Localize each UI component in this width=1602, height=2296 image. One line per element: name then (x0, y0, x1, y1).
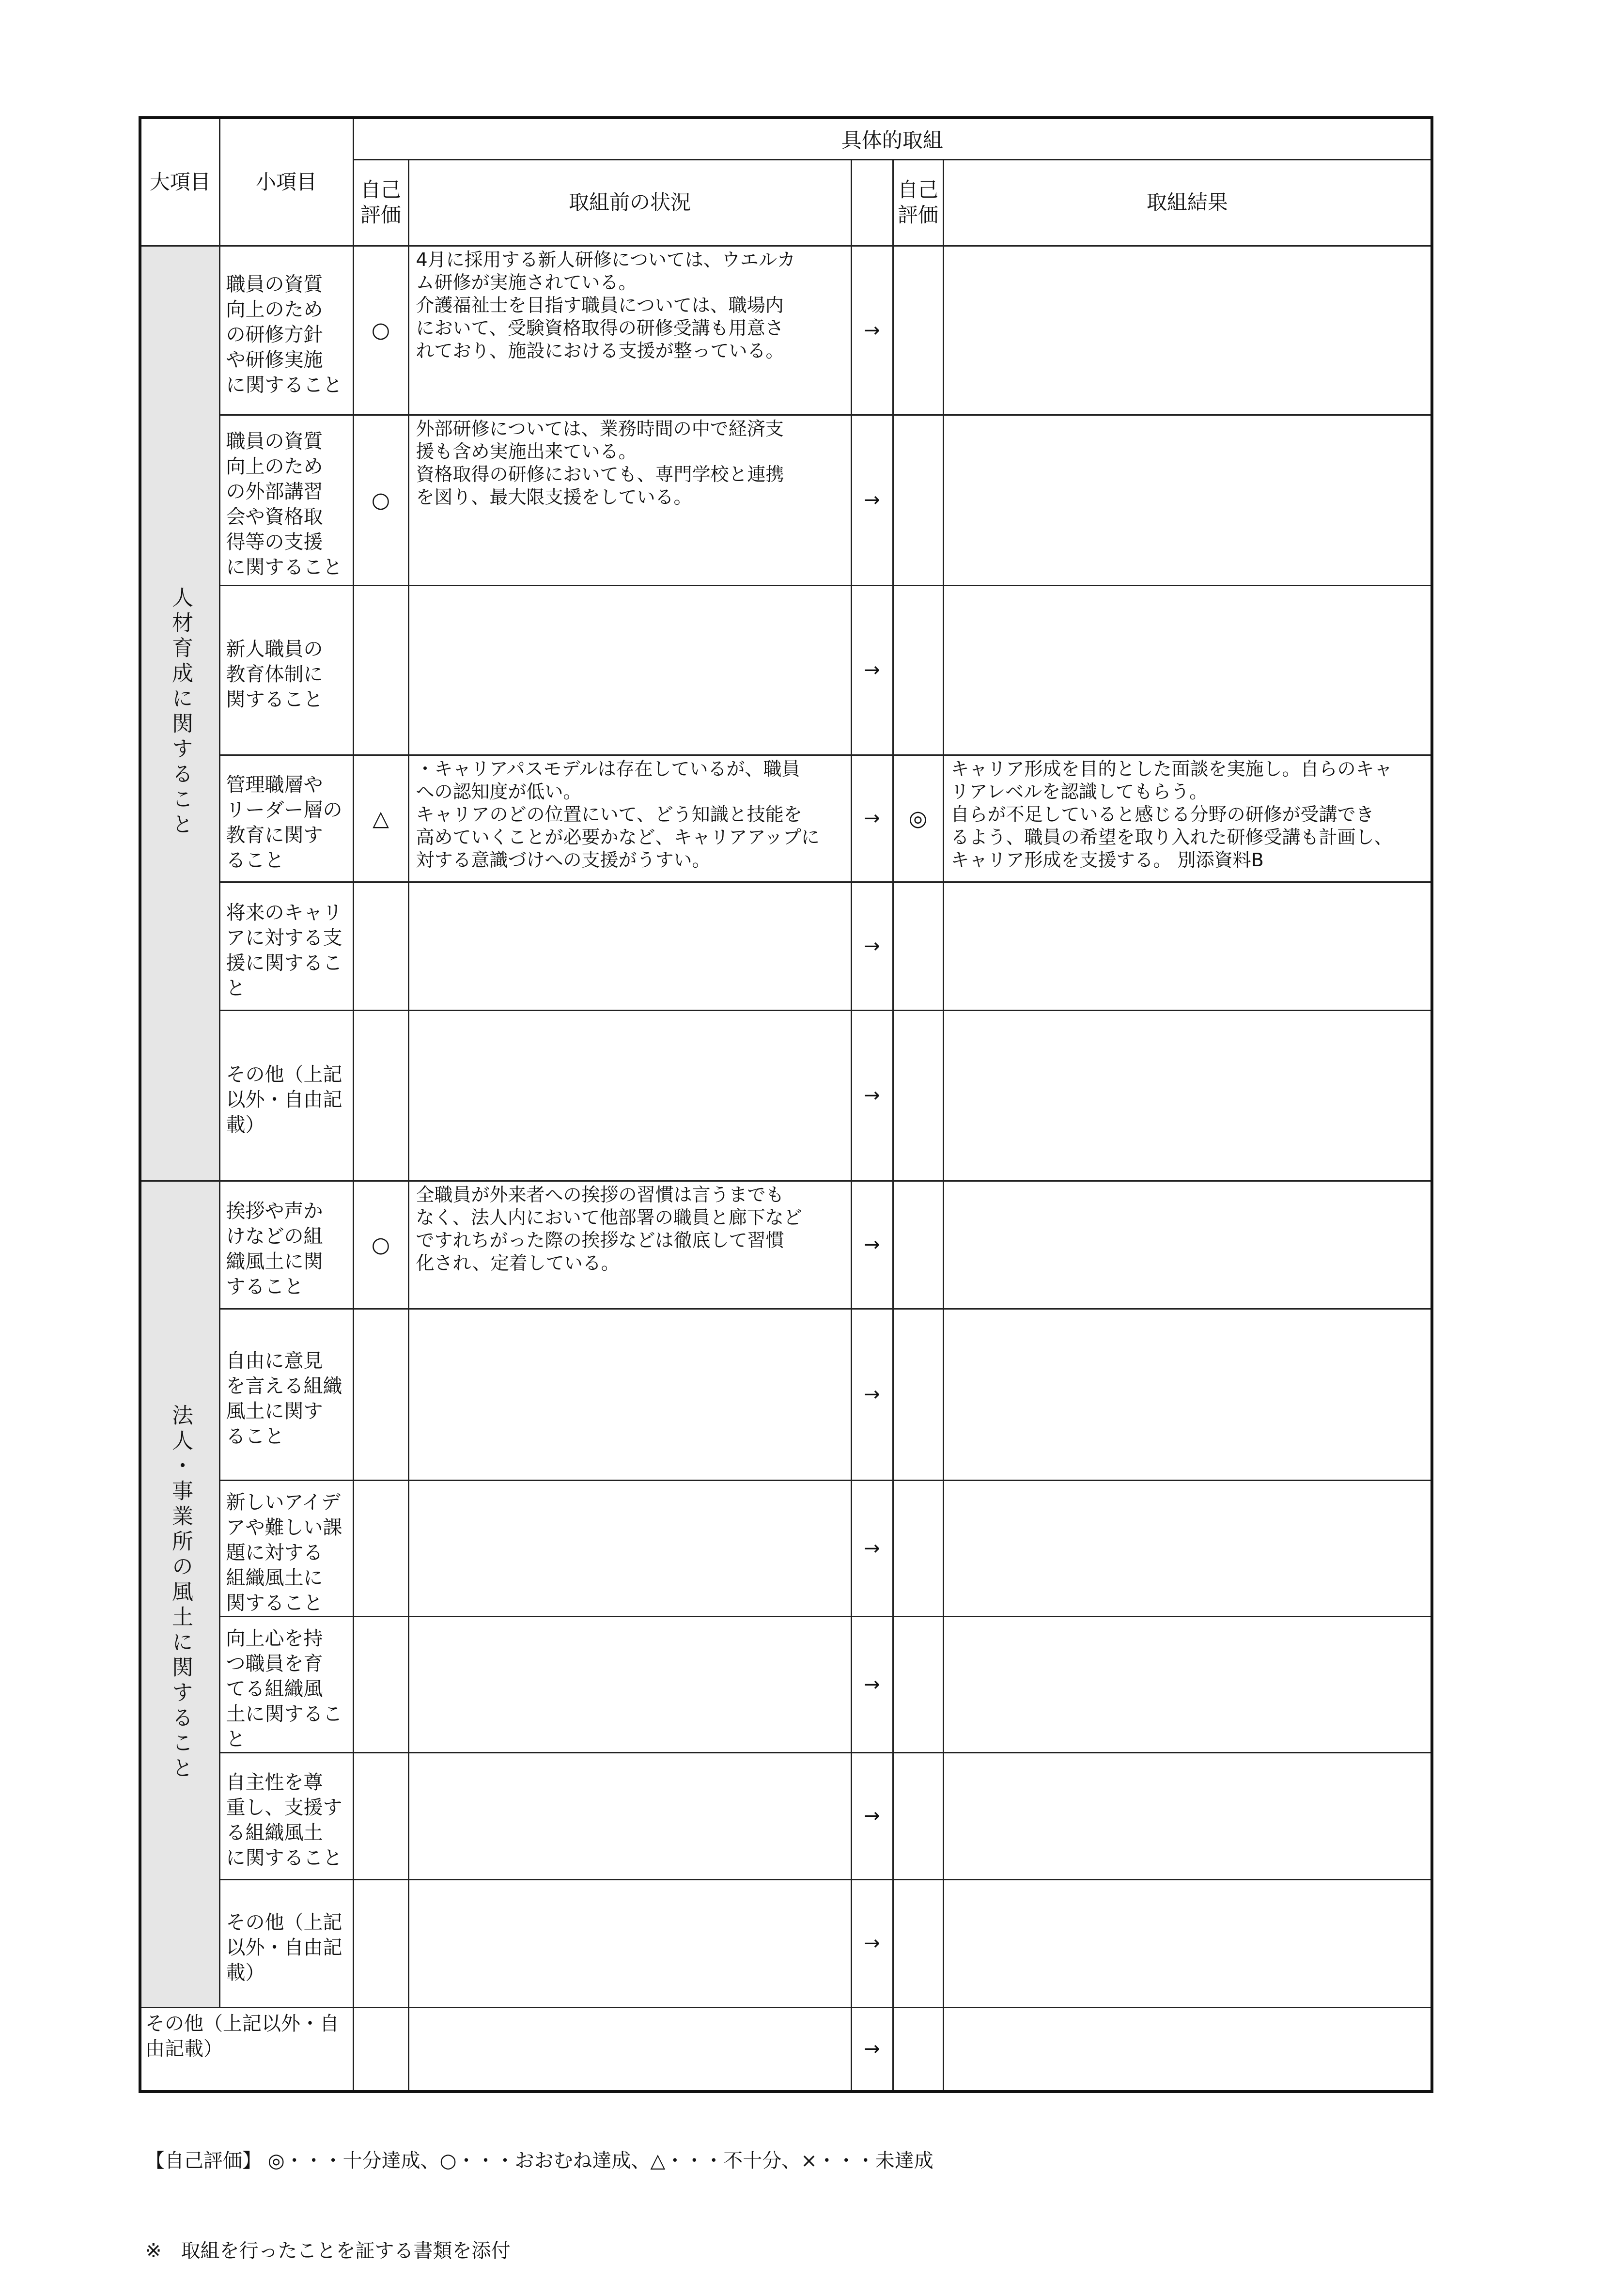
table-row (140, 882, 1432, 1010)
result-cell (943, 415, 1432, 585)
header-major: 大項目 (140, 118, 219, 246)
self-eval-cell: ○ (353, 415, 408, 585)
self-eval-cell (353, 1879, 408, 2007)
arrow-cell: → (851, 1616, 893, 1752)
sub-item: 管理職層や リーダー層の 教育に関す ること (219, 755, 353, 882)
before-cell (408, 1010, 851, 1181)
self-eval-cell (353, 1752, 408, 1879)
self-eval-2-cell (893, 1879, 943, 2007)
sub-item: 自主性を尊 重し、支援す る組織風土 に関すること (219, 1752, 353, 1879)
legend-line-1: 【自己評価】 ◎・・・十分達成、○・・・おおむね達成、△・・・不十分、×・・・未達成 (145, 2150, 933, 2172)
self-eval-cell (353, 2007, 408, 2092)
arrow-cell: → (851, 415, 893, 585)
sub-item: 挨拶や声か けなどの組 織風土に関 すること (219, 1181, 353, 1309)
category-jinzai (140, 246, 219, 1181)
sub-item: 職員の資質 向上のため の研修方針 や研修実施 に関すること (219, 246, 353, 415)
result-cell (943, 882, 1432, 1010)
header-self-eval-2: 自己 評価 (893, 159, 943, 246)
self-eval-2-cell (893, 1010, 943, 1181)
self-eval-2-cell (893, 415, 943, 585)
table-row (140, 1480, 1432, 1616)
before-cell (408, 585, 851, 755)
arrow-cell: → (851, 1879, 893, 2007)
arrow-cell: → (851, 246, 893, 415)
result-cell (943, 1616, 1432, 1752)
other-label: その他（上記以外・自 由記載） (140, 2007, 353, 2092)
sub-item: 職員の資質 向上のため の外部講習 会や資格取 得等の支援 に関すること (219, 415, 353, 585)
self-eval-cell (353, 1616, 408, 1752)
table-row (140, 1752, 1432, 1879)
table-row (140, 1879, 1432, 2007)
self-eval-2-cell (893, 1181, 943, 1309)
category-label: 法人・事業所の風土に関すること (168, 1404, 193, 1782)
self-eval-cell (353, 585, 408, 755)
legend-line-2: ※ 取組を行ったことを証する書類を添付 (145, 2240, 511, 2262)
arrow-cell: → (851, 585, 893, 755)
table-row (140, 755, 1432, 882)
header-group: 具体的取組 (353, 118, 1432, 159)
before-cell (408, 1616, 851, 1752)
evaluation-table (139, 116, 1433, 2093)
header-result: 取組結果 (943, 159, 1432, 246)
self-eval-2-cell (893, 1480, 943, 1616)
self-eval-cell (353, 1010, 408, 1181)
table-row (140, 1010, 1432, 1181)
before-cell: 外部研修については、業務時間の中で経済支 援も含め実施出来ている。 資格取得の研修においても、専門学校と連携 を図り、最大限支援をしている。 (408, 415, 851, 585)
before-cell: 4月に採用する新人研修については、ウエルカ ム研修が実施されている。 介護福祉士を目指す職員については、職場内 において、受験資格取得の研修受講も用意さ れており、施設における支援が整っている。 (408, 246, 851, 415)
self-eval-cell: △ (353, 755, 408, 882)
sub-item: 新人職員の 教育体制に 関すること (219, 585, 353, 755)
self-eval-cell: ○ (353, 246, 408, 415)
category-label: 人材育成に関すること (168, 586, 193, 838)
table-row (140, 415, 1432, 585)
result-cell (943, 1879, 1432, 2007)
self-eval-2-cell (893, 882, 943, 1010)
arrow-cell: → (851, 882, 893, 1010)
self-eval-2-cell (893, 1616, 943, 1752)
table-row (140, 1309, 1432, 1480)
sub-item: その他（上記 以外・自由記 載） (219, 1879, 353, 2007)
category-fudo (140, 1181, 219, 2007)
self-eval-cell (353, 1480, 408, 1616)
before-cell (408, 1879, 851, 2007)
before-cell (408, 1309, 851, 1480)
sub-item: 自由に意見 を言える組織 風土に関す ること (219, 1309, 353, 1480)
sub-item: 新しいアイデ アや難しい課 題に対する 組織風土に 関すること (219, 1480, 353, 1616)
sub-item: 将来のキャリ アに対する支 援に関するこ と (219, 882, 353, 1010)
table-row (140, 1181, 1432, 1309)
before-cell (408, 1480, 851, 1616)
self-eval-cell: ○ (353, 1181, 408, 1309)
header-self-eval: 自己 評価 (353, 159, 408, 246)
result-cell: キャリア形成を目的とした面談を実施し。自らのキャ リアレベルを認識してもらう。 自らが不足していると感じる分野の研修が受講でき るよう、職員の希望を取り入れた研修受講も計画し、 キャリア形成を支援する。 別添資料B (943, 755, 1432, 882)
arrow-cell: → (851, 1181, 893, 1309)
header-before: 取組前の状況 (408, 159, 851, 246)
self-eval-2-cell (893, 246, 943, 415)
sub-item: 向上心を持 つ職員を育 てる組織風 土に関するこ と (219, 1616, 353, 1752)
self-eval-cell (353, 1309, 408, 1480)
arrow-cell: → (851, 755, 893, 882)
table-row (140, 246, 1432, 415)
arrow-cell: → (851, 1752, 893, 1879)
before-cell (408, 1752, 851, 1879)
result-cell (943, 585, 1432, 755)
result-cell (943, 1010, 1432, 1181)
result-cell (943, 246, 1432, 415)
before-cell: ・キャリアパスモデルは存在しているが、職員 への認知度が低い。 キャリアのどの位置にいて、どう知識と技能を 高めていくことが必要かなど、キャリアアップに 対する意識づけへの支援がうすい。 (408, 755, 851, 882)
result-cell (943, 1752, 1432, 1879)
self-eval-2-cell (893, 2007, 943, 2092)
table-row (140, 1616, 1432, 1752)
legend (145, 2086, 933, 2296)
self-eval-2-cell (893, 585, 943, 755)
table-row (140, 2007, 1432, 2092)
self-eval-2-cell (893, 1309, 943, 1480)
header-arrow-col (851, 159, 893, 246)
arrow-cell: → (851, 2007, 893, 2092)
header-minor: 小項目 (219, 118, 353, 246)
arrow-cell: → (851, 1309, 893, 1480)
table-row (140, 585, 1432, 755)
result-cell (943, 1181, 1432, 1309)
before-cell: 全職員が外来者への挨拶の習慣は言うまでも なく、法人内において他部署の職員と廊下など ですれちがった際の挨拶などは徹底して習慣 化され、定着している。 (408, 1181, 851, 1309)
before-cell (408, 2007, 851, 2092)
result-cell (943, 1480, 1432, 1616)
arrow-cell: → (851, 1480, 893, 1616)
self-eval-cell (353, 882, 408, 1010)
arrow-cell: → (851, 1010, 893, 1181)
sub-item: その他（上記 以外・自由記 載） (219, 1010, 353, 1181)
self-eval-2-cell (893, 1752, 943, 1879)
before-cell (408, 882, 851, 1010)
result-cell (943, 1309, 1432, 1480)
result-cell (943, 2007, 1432, 2092)
self-eval-2-cell: ◎ (893, 755, 943, 882)
